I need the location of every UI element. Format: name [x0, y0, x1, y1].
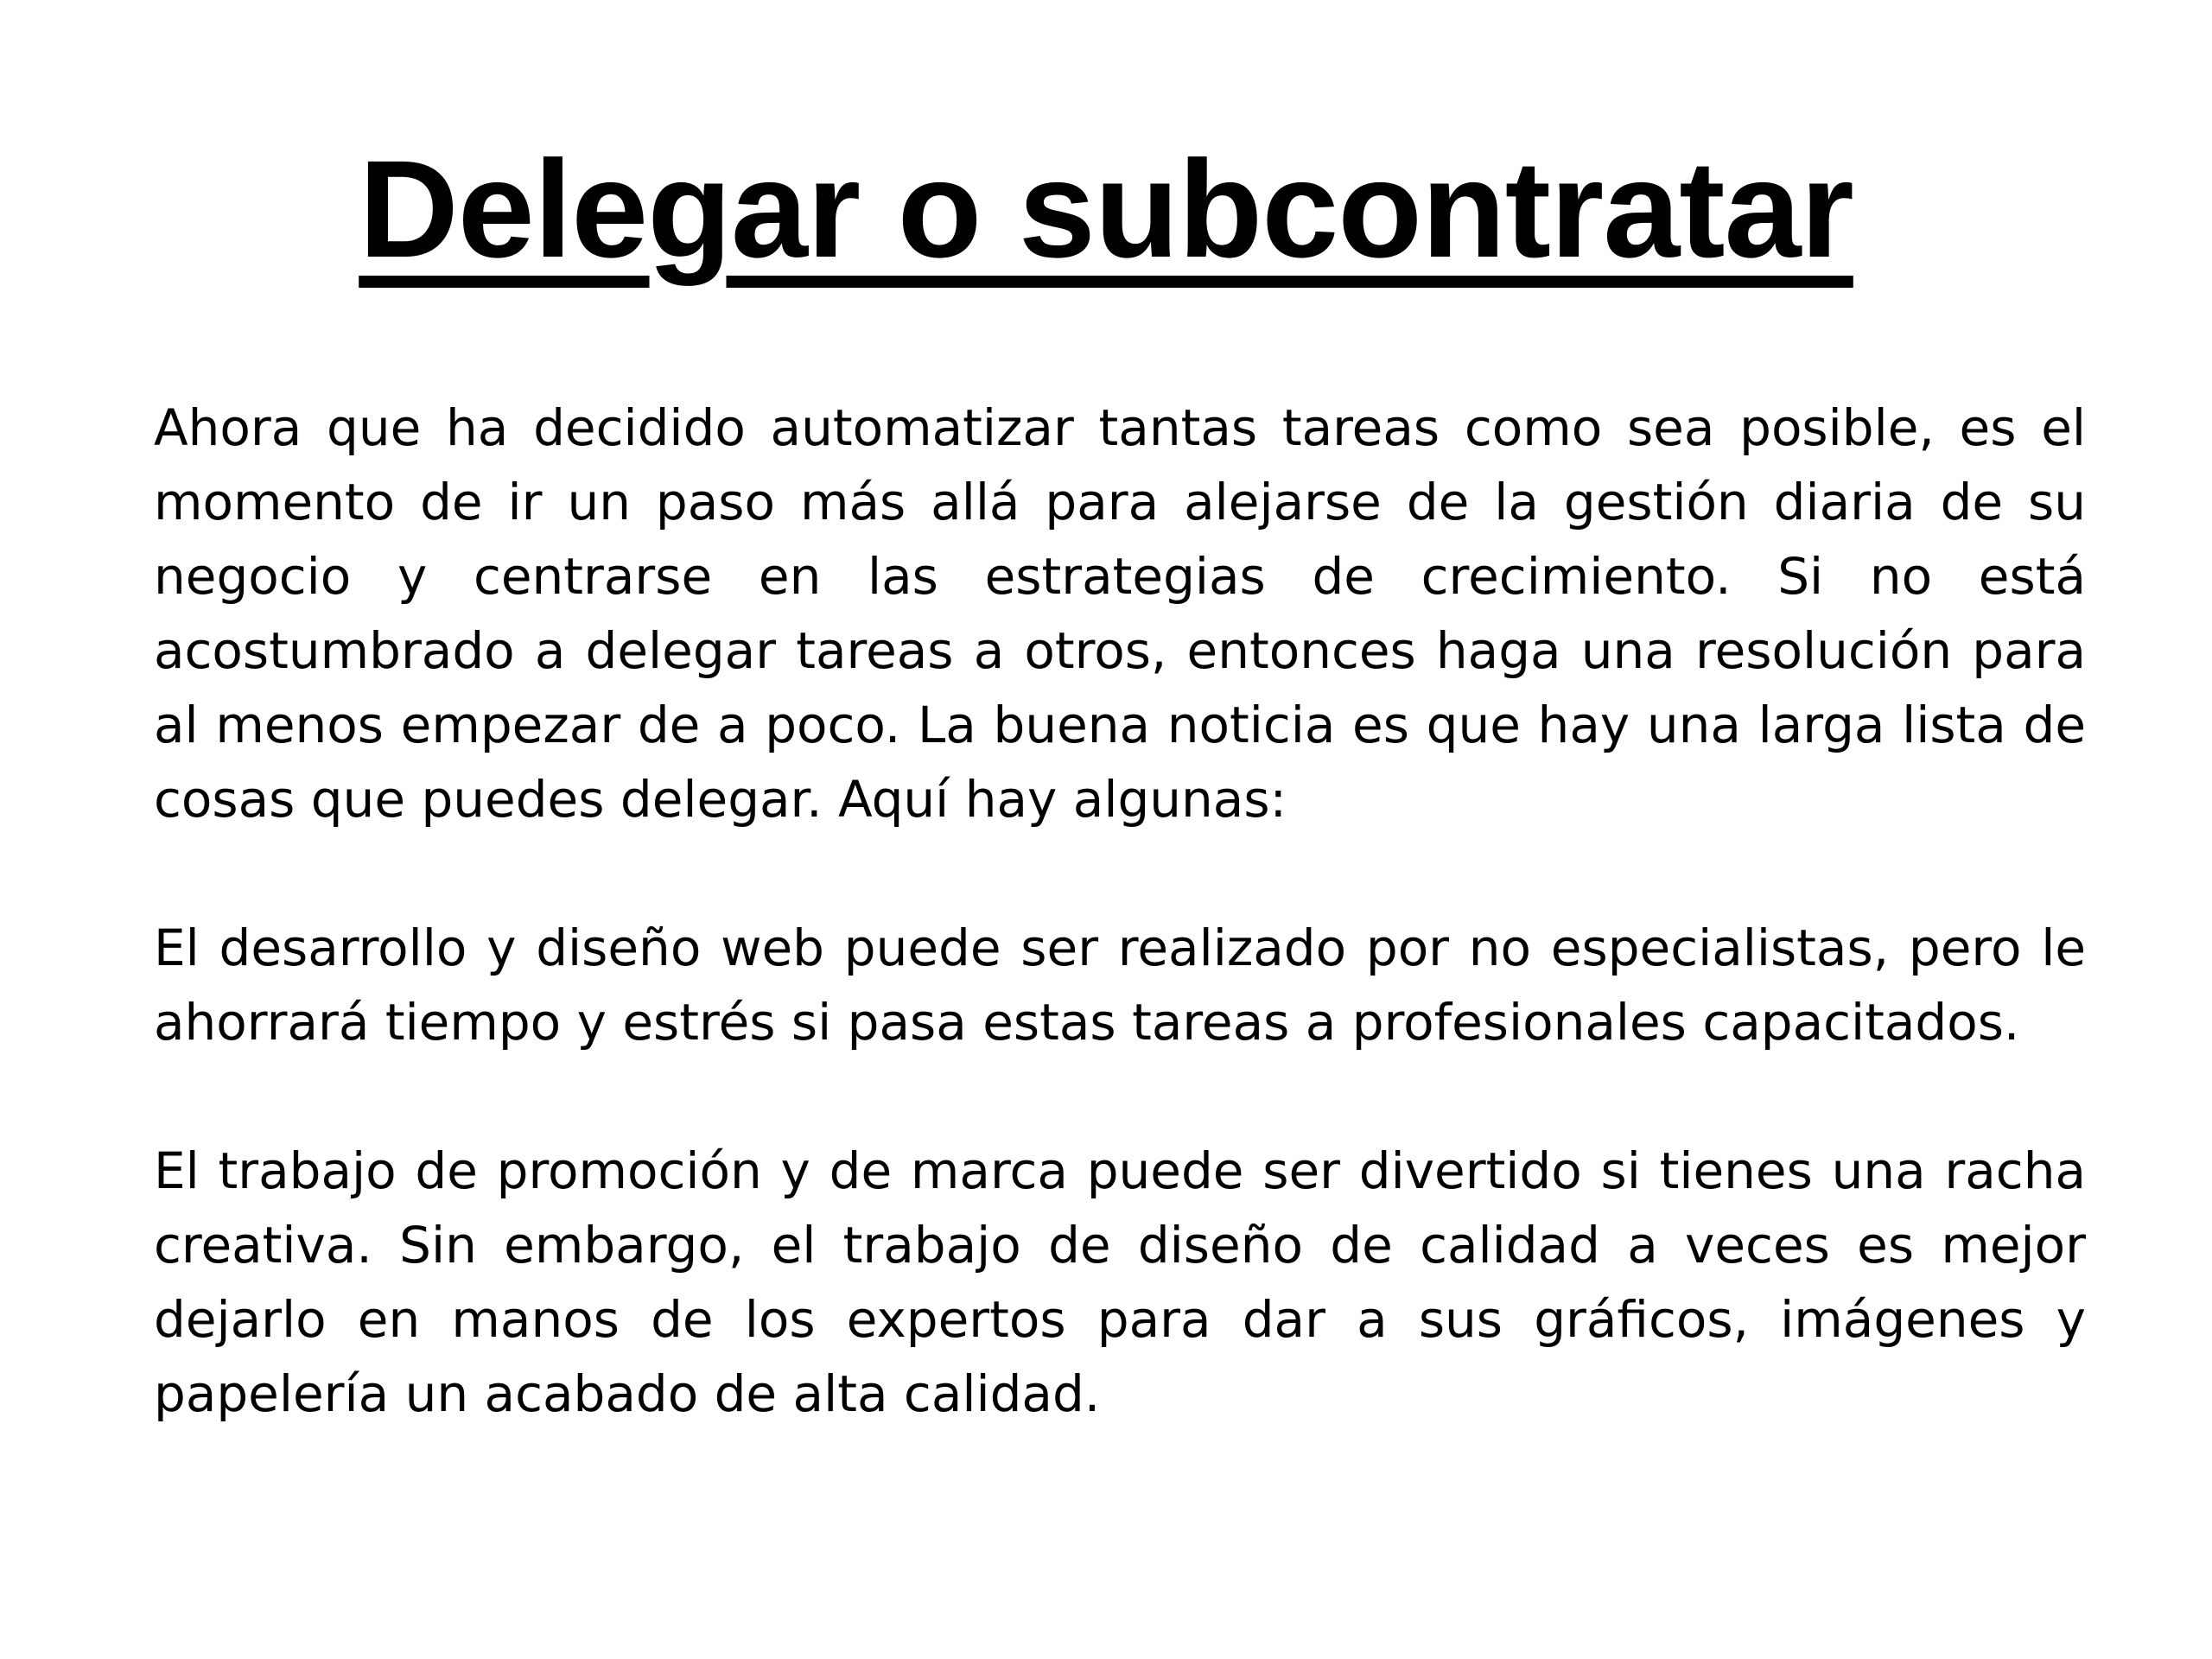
paragraph-branding: El trabajo de promoción y de marca puede ser divertido si tienes una racha creativa. Sin embargo, el trabajo de diseño de calidad a veces es mejor dejarlo en manos de los expertos para dar a sus gráficos, imágenes y papelería un acabado de alta calidad.: [154, 1141, 2086, 1423]
slide-title-text: Delegar o subcontratar: [359, 131, 1853, 286]
slide-title: [0, 130, 2212, 289]
slide-body: [154, 391, 2086, 1505]
paragraph-intro: Ahora que ha decidido automatizar tantas tareas como sea posible, es el momento de ir un paso más allá para alejarse de la gestión diaria de su negocio y centrarse en las estrategias de crecimiento. Si no está acostumbrado a delegar tareas a otros, entonces haga una resolución para al menos empezar de a poco. La buena noticia es que hay una larga lista de cosas que puedes delegar. Aquí hay algunas:: [154, 398, 2086, 829]
paragraph-web-design: El desarrollo y diseño web puede ser realizado por no especialistas, pero le ahorrará tiempo y estrés si pasa estas tareas a profesionales capacitados.: [154, 918, 2086, 1052]
